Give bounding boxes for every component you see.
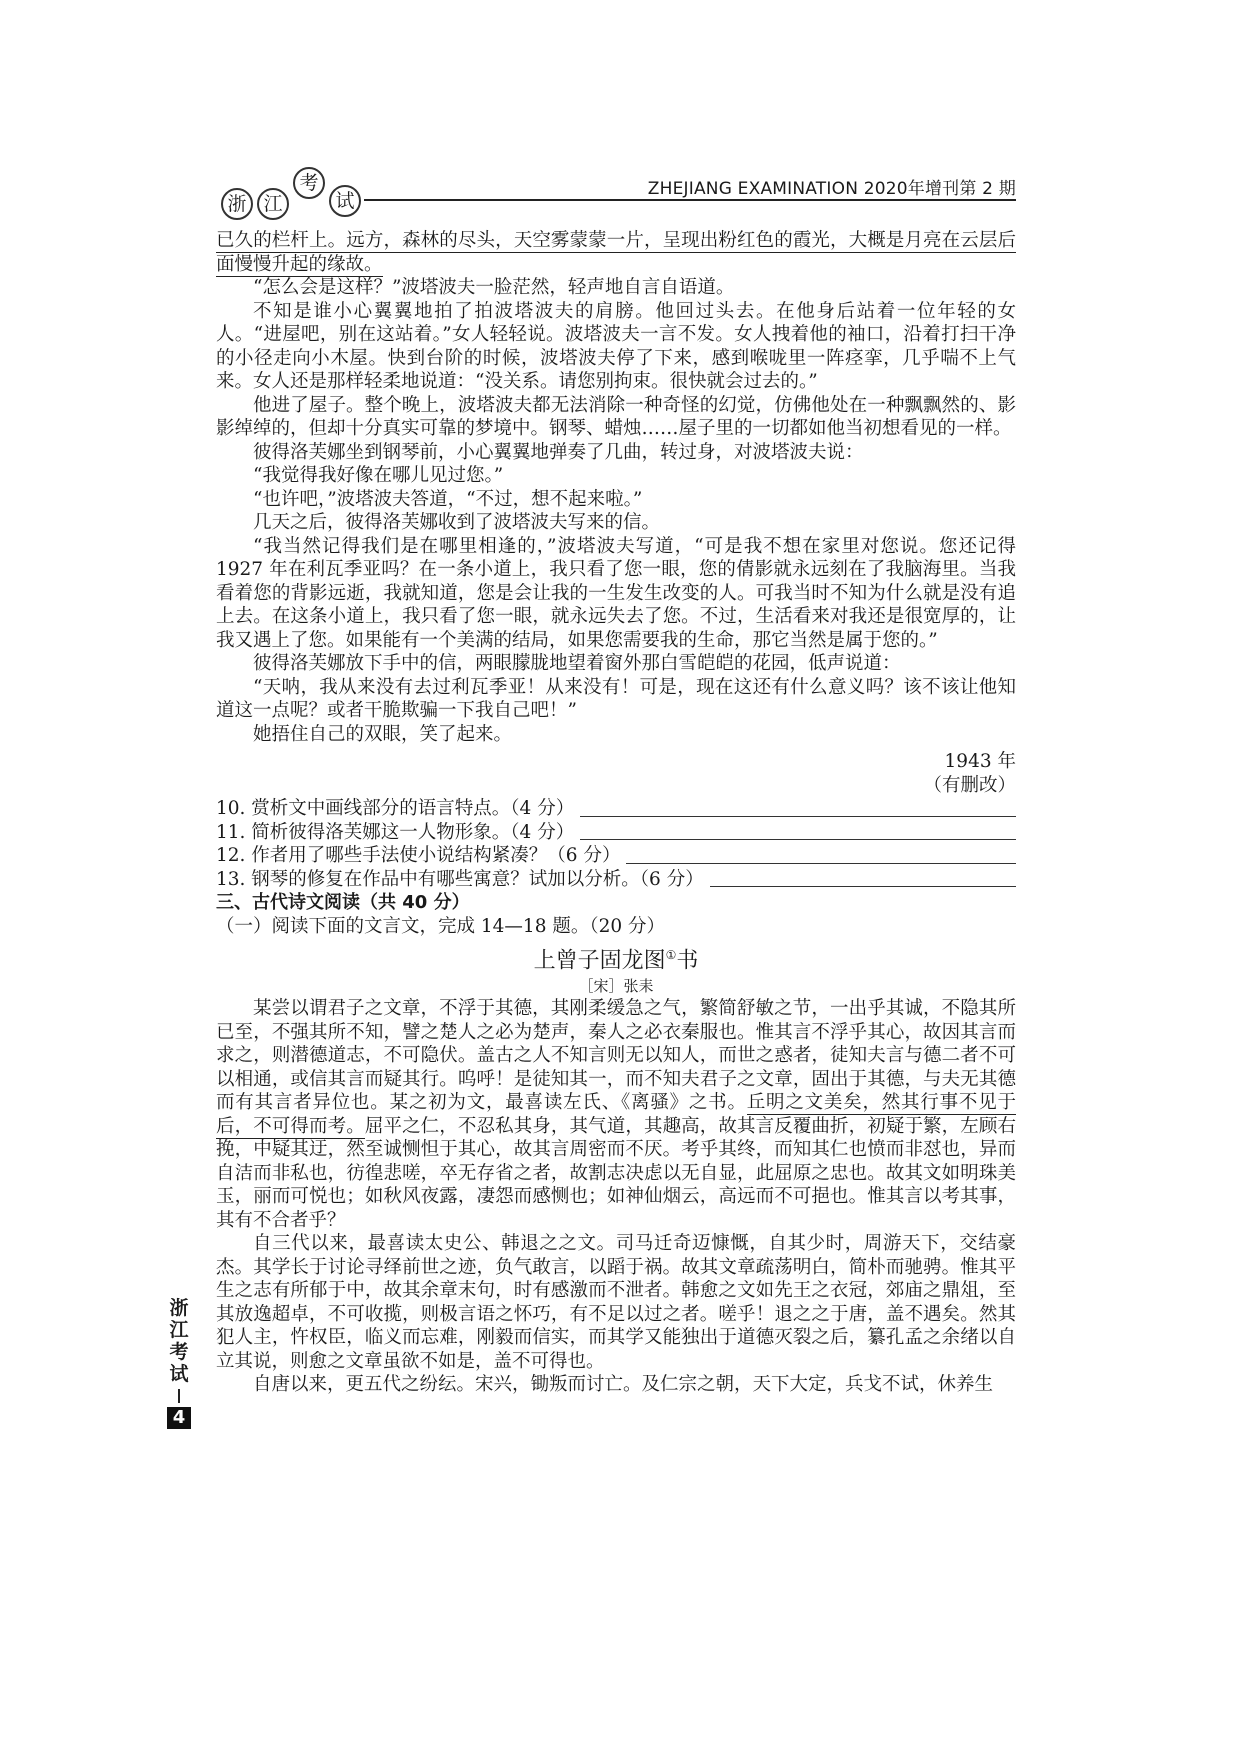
question-12: 12. 作者用了哪些手法使小说结构紧凑？（6 分） <box>216 844 1016 868</box>
story-paragraph: 彼得洛芙娜放下手中的信，两眼朦胧地望着窗外那白雪皑皑的花园，低声说道： <box>253 653 901 674</box>
logo-char: 浙 <box>221 188 253 220</box>
answer-line <box>626 862 1016 864</box>
classical-paragraph: 自唐以来，更五代之纷纭。宋兴，锄叛而讨亡。及仁宗之朝，天下大定，兵戈不试，休养生 <box>253 1374 994 1396</box>
question-13: 13. 钢琴的修复在作品中有哪些寓意？试加以分析。（6 分） <box>216 868 1016 892</box>
underlined-passage: 丘明之文美矣，然其行事不见于后，不可得而考。 <box>216 1092 1016 1137</box>
footnote-marker: ① <box>665 948 677 962</box>
story-paragraph: “我觉得我好像在哪儿见过您。” <box>253 465 504 486</box>
classical-paragraph: 自三代以来，最喜读太史公、韩退之之文。司马迁奇迈慷慨，自其少时，周游天下，交结豪杰。其学长于讨论寻绎前世之迹，负气敢言，以蹈于祸。故其文章疏荡明白，简朴而驰骋。惟其平生之志有所郁于中，故其余章末句，时有感激而不泄者。韩愈之文如先王之衣冠，郊庙之鼎俎，至其放逸超卓，不可收揽，则极言语之怀巧，有不足以过之者。嗟乎！退之之于唐，盖不遇矣。然其犯人主，忤权臣，临义而忘难，刚毅而信实，而其学又能独出于道德灭裂之后，纂孔孟之余绪以自立其说，则愈之文章虽欲不如是，盖不可得也。 <box>216 1233 1016 1372</box>
logo-char: 试 <box>329 185 361 217</box>
question-11: 11. 简析彼得洛芙娜这一人物形象。（4 分） <box>216 821 1016 845</box>
story-paragraph <box>216 229 1016 276</box>
story-paragraph: “怎么会是这样？”波塔波夫一脸茫然，轻声地自言自语道。 <box>253 277 735 298</box>
story-paragraph: “我当然记得我们是在哪里相逢的，”波塔波夫写道，“可是我不想在家里对您说。您还记得 1927 年在利瓦季亚吗？在一条小道上，我只看了您一眼，您的倩影就永远刻在了我脑海里。当我看着您的背影远逝，我就知道，您是会让我的一生发生改变的人。可我当时不知为什么就是没有追上去。在这条小道上，我只看了您一眼，就永远失去了您。不过，生活看来对我还是很宽厚的，让我又遇上了您。如果能有一个美满的结局，如果您需要我的生命，那它当然是属于您的。” <box>216 535 1016 651</box>
section-heading: 三、古代诗文阅读（共 40 分） <box>216 892 470 913</box>
story-paragraph: “也许吧，”波塔波夫答道，“不过，想不起来啦。” <box>253 488 643 510</box>
answer-line <box>580 838 1016 840</box>
side-divider <box>178 1389 180 1403</box>
side-label-text <box>167 1297 191 1385</box>
story-paragraph: 她捂住自己的双眼，笑了起来。 <box>253 723 513 745</box>
story-paragraph: “天呐，我从来没有去过利瓦季亚！从来没有！可是，现在这还有什么意义吗？该不该让他知道这一点呢？或者干脆欺骗一下我自己吧！” <box>216 676 1016 721</box>
question-10: 10. 赏析文中画线部分的语言特点。（4 分） <box>216 797 1016 821</box>
answer-line <box>580 815 1016 817</box>
section-sub: （一）阅读下面的文言文，完成 14—18 题。（20 分） <box>216 915 666 937</box>
story-paragraph: 彼得洛芙娜坐到钢琴前，小心翼翼地弹奏了几曲，转过身，对波塔波夫说： <box>253 441 864 463</box>
side-label-char: 浙 <box>169 1297 189 1319</box>
side-label <box>167 1297 191 1429</box>
logo-char: 江 <box>257 188 289 220</box>
story-paragraph: 几天之后，彼得洛芙娜收到了波塔波夫写来的信。 <box>253 512 661 533</box>
side-label-char: 江 <box>169 1319 189 1341</box>
essay-title: 上曾子固龙图①书 <box>533 948 699 974</box>
story-paragraph: 他进了屋子。整个晚上，波塔波夫都无法消除一种奇怪的幻觉，仿佛他处在一种飘飘然的、影影绰绰的，但却十分真实可靠的梦境中。钢琴、蜡烛……屋子里的一切都如他当初想看见的一样。 <box>216 394 1016 439</box>
story-year: 1943 年 <box>944 751 1016 772</box>
side-label-char: 试 <box>169 1363 189 1385</box>
underlined-passage: 已久的栏杆上。远方，森林的尽头，天空雾蒙蒙一片，呈现出粉红色的霞光，大概是月亮在云层后面慢慢升起的缘故。 <box>216 230 1016 275</box>
logo-char: 考 <box>293 167 325 199</box>
header-divider <box>364 199 1016 201</box>
page-body <box>216 229 1016 1397</box>
essay-author: ［宋］张耒 <box>578 977 654 996</box>
page-number: 4 <box>167 1407 191 1429</box>
side-label-char: 考 <box>169 1341 189 1363</box>
story-note: （有删改） <box>923 774 1016 796</box>
classical-paragraph: 某尝以谓君子之文章，不浮于其德，其刚柔缓急之气，繁简舒敏之节，一出乎其诚，不隐其所已至，不强其所不知，譬之楚人之必为楚声，秦人之必衣秦服也。惟其言不浮乎其心，故因其言而求之，则潜德道志，不可隐伏。盖古之人不知言则无以知人，而世之惑者，徒知夫言与德二者不可以相通，或信其言而疑其行。呜呼！是徒知其一，而不知夫君子之文章，固出于其德，与夫无其德而有其言者异位也。某之初为文，最喜读左氏、《离骚》之书。丘明之文美矣，然其行事不见于后，不可得而考。屈平之仁，不忍私其身，其气道，其趣高，故其言反覆曲折，初疑于繁，左顾右挽，中疑其迂，然至诚恻怛于其心，故其言周密而不厌。考乎其终，而知其仁也愤而非怼也，异而自洁而非私也，彷徨悲嗟，卒无存省之者，故割志决虑以无自显，此屈原之忠也。故其文如明珠美玉，丽而可悦也；如秋风夜露，凄怨而感恻也；如神仙烟云，高远而不可挹也。惟其言以考其事，其有不合者乎？ <box>216 998 1016 1231</box>
journal-logo <box>221 167 371 222</box>
story-paragraph: 不知是谁小心翼翼地拍了拍波塔波夫的肩膀。他回过头去。在他身后站着一位年轻的女人。“进屋吧，别在这站着。”女人轻轻说。波塔波夫一言不发。女人拽着他的袖口，沿着打扫干净的小径走向小木屋。快到台阶的时候，波塔波夫停了下来，感到喉咙里一阵痉挛，几乎喘不上气来。女人还是那样轻柔地说道：“没关系。请您别拘束。很快就会过去的。” <box>216 300 1016 392</box>
journal-issue: ZHEJIANG EXAMINATION 2020年增刊第 2 期 <box>647 179 1016 199</box>
answer-line <box>710 885 1016 887</box>
